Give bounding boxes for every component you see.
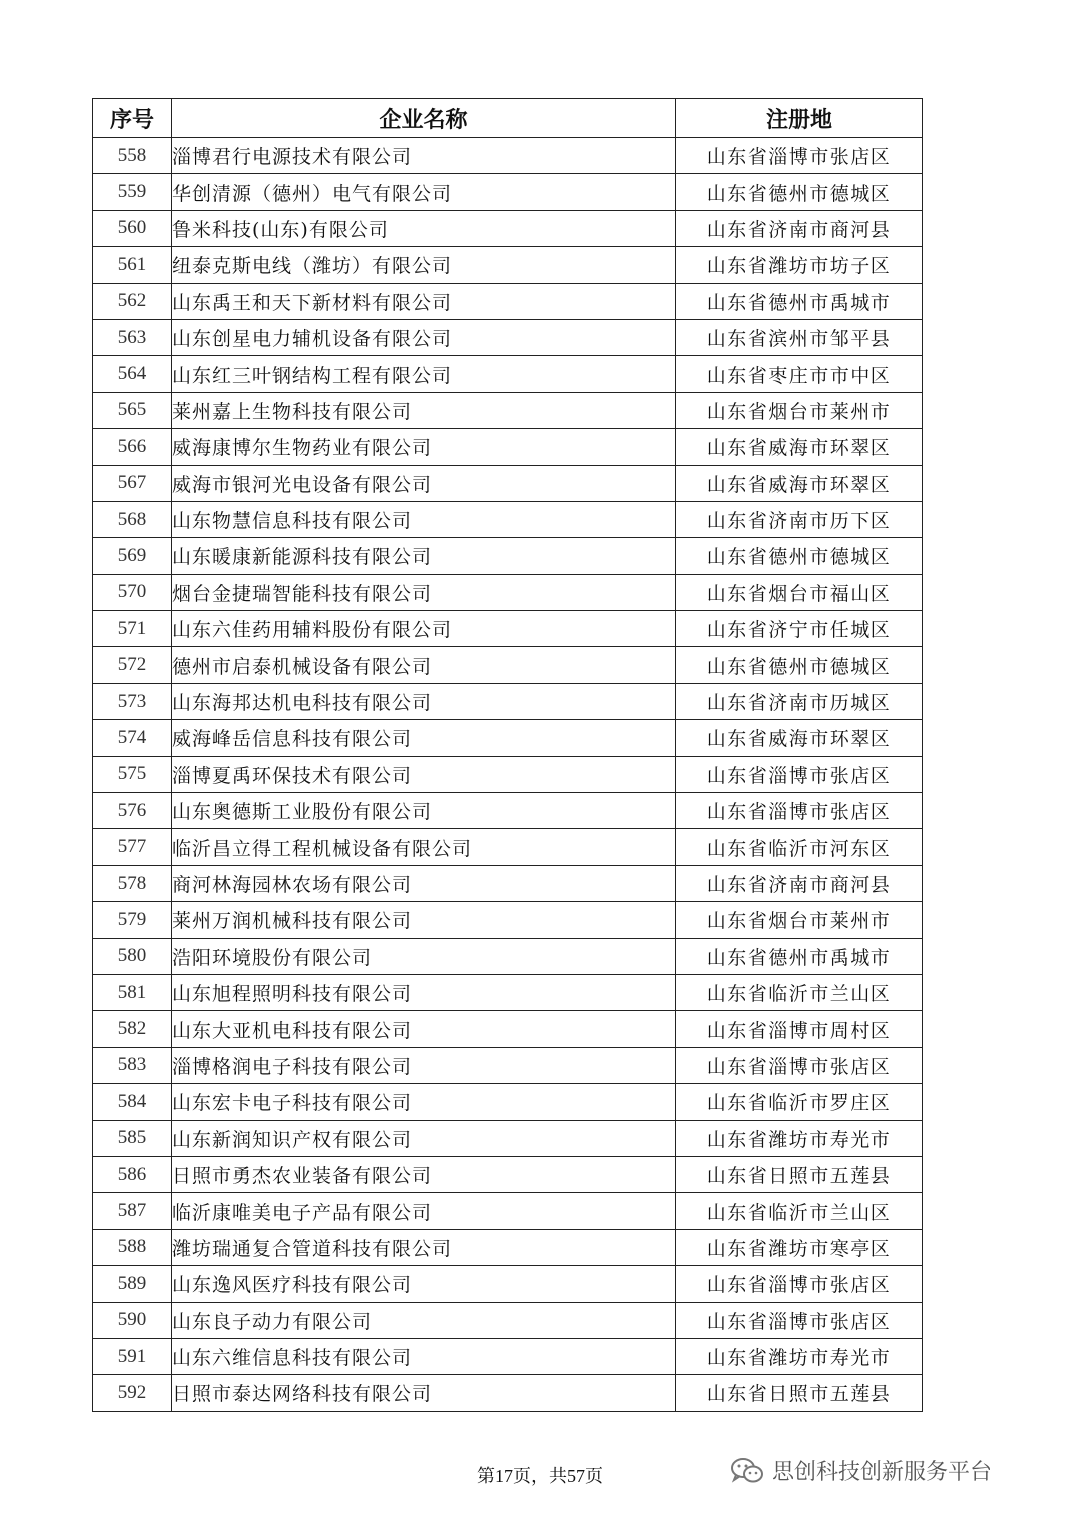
table-row [93, 1156, 923, 1192]
table-row [93, 1193, 923, 1229]
cell-company-name: 威海市银河光电设备有限公司 [172, 465, 676, 501]
cell-company-name: 纽泰克斯电线（潍坊）有限公司 [172, 247, 676, 283]
cell-company-name: 山东旭程照明科技有限公司 [172, 974, 676, 1010]
cell-company-name: 山东红三叶钢结构工程有限公司 [172, 356, 676, 392]
cell-registration-place: 山东省潍坊市坊子区 [676, 247, 923, 283]
cell-registration-place: 山东省枣庄市市中区 [676, 356, 923, 392]
cell-registration-place: 山东省淄博市张店区 [676, 1266, 923, 1302]
cell-serial-number: 590 [93, 1302, 172, 1338]
cell-registration-place: 山东省淄博市张店区 [676, 1047, 923, 1083]
watermark-text: 思创科技创新服务平台 [772, 1460, 993, 1485]
cell-company-name: 威海康博尔生物药业有限公司 [172, 429, 676, 465]
table-row [93, 501, 923, 537]
table-header-row [93, 99, 923, 138]
cell-company-name: 莱州万润机械科技有限公司 [172, 902, 676, 938]
cell-registration-place: 山东省德州市德城区 [676, 538, 923, 574]
cell-registration-place: 山东省日照市五莲县 [676, 1156, 923, 1192]
cell-company-name: 淄博格润电子科技有限公司 [172, 1047, 676, 1083]
cell-company-name: 烟台金捷瑞智能科技有限公司 [172, 574, 676, 610]
cell-serial-number: 568 [93, 501, 172, 537]
cell-serial-number: 563 [93, 319, 172, 355]
cell-company-name: 山东创星电力辅机设备有限公司 [172, 319, 676, 355]
cell-company-name: 莱州嘉上生物科技有限公司 [172, 392, 676, 428]
cell-serial-number: 579 [93, 902, 172, 938]
cell-registration-place: 山东省烟台市福山区 [676, 574, 923, 610]
table-row [93, 429, 923, 465]
table-row [93, 1084, 923, 1120]
cell-serial-number: 566 [93, 429, 172, 465]
cell-registration-place: 山东省淄博市周村区 [676, 1011, 923, 1047]
table-row [93, 611, 923, 647]
cell-registration-place: 山东省济南市商河县 [676, 210, 923, 246]
cell-registration-place: 山东省淄博市张店区 [676, 793, 923, 829]
cell-serial-number: 573 [93, 683, 172, 719]
cell-serial-number: 586 [93, 1156, 172, 1192]
cell-company-name: 德州市启泰机械设备有限公司 [172, 647, 676, 683]
cell-company-name: 山东海邦达机电科技有限公司 [172, 683, 676, 719]
cell-serial-number: 581 [93, 974, 172, 1010]
table-row [93, 829, 923, 865]
table-row [93, 247, 923, 283]
table-row [93, 1338, 923, 1374]
table-row [93, 392, 923, 428]
cell-serial-number: 567 [93, 465, 172, 501]
cell-serial-number: 583 [93, 1047, 172, 1083]
cell-registration-place: 山东省德州市禹城市 [676, 283, 923, 319]
table-row [93, 538, 923, 574]
cell-serial-number: 584 [93, 1084, 172, 1120]
cell-serial-number: 585 [93, 1120, 172, 1156]
table-row [93, 138, 923, 174]
cell-registration-place: 山东省德州市德城区 [676, 174, 923, 210]
cell-serial-number: 592 [93, 1375, 172, 1411]
cell-serial-number: 574 [93, 720, 172, 756]
cell-serial-number: 572 [93, 647, 172, 683]
table-row [93, 210, 923, 246]
cell-registration-place: 山东省德州市禹城市 [676, 938, 923, 974]
cell-company-name: 山东良子动力有限公司 [172, 1302, 676, 1338]
cell-serial-number: 589 [93, 1266, 172, 1302]
table-row [93, 1302, 923, 1338]
table-row [93, 756, 923, 792]
cell-serial-number: 591 [93, 1338, 172, 1374]
cell-company-name: 淄博夏禹环保技术有限公司 [172, 756, 676, 792]
cell-registration-place: 山东省临沂市兰山区 [676, 1193, 923, 1229]
cell-company-name: 华创清源（德州）电气有限公司 [172, 174, 676, 210]
cell-serial-number: 577 [93, 829, 172, 865]
cell-company-name: 威海峰岳信息科技有限公司 [172, 720, 676, 756]
cell-company-name: 临沂昌立得工程机械设备有限公司 [172, 829, 676, 865]
cell-serial-number: 560 [93, 210, 172, 246]
cell-serial-number: 565 [93, 392, 172, 428]
cell-company-name: 山东六维信息科技有限公司 [172, 1338, 676, 1374]
table-row [93, 647, 923, 683]
cell-serial-number: 571 [93, 611, 172, 647]
table-row [93, 1229, 923, 1265]
cell-registration-place: 山东省淄博市张店区 [676, 756, 923, 792]
cell-registration-place: 山东省济南市历下区 [676, 501, 923, 537]
cell-serial-number: 582 [93, 1011, 172, 1047]
cell-registration-place: 山东省济宁市任城区 [676, 611, 923, 647]
cell-registration-place: 山东省日照市五莲县 [676, 1375, 923, 1411]
table-row [93, 683, 923, 719]
cell-serial-number: 578 [93, 865, 172, 901]
table-row [93, 283, 923, 319]
table-row [93, 319, 923, 355]
cell-company-name: 日照市泰达网络科技有限公司 [172, 1375, 676, 1411]
cell-company-name: 山东物慧信息科技有限公司 [172, 501, 676, 537]
cell-registration-place: 山东省威海市环翠区 [676, 429, 923, 465]
table-body [93, 138, 923, 1412]
cell-serial-number: 570 [93, 574, 172, 610]
page-number-text: 第17页，共57页 [477, 1466, 603, 1486]
cell-registration-place: 山东省潍坊市寒亭区 [676, 1229, 923, 1265]
header-serial-number: 序号 [93, 99, 172, 138]
table-row [93, 1375, 923, 1411]
table-row [93, 865, 923, 901]
cell-company-name: 山东禹王和天下新材料有限公司 [172, 283, 676, 319]
cell-serial-number: 562 [93, 283, 172, 319]
cell-serial-number: 569 [93, 538, 172, 574]
cell-registration-place: 山东省威海市环翠区 [676, 465, 923, 501]
wechat-icon [730, 1457, 764, 1485]
cell-registration-place: 山东省威海市环翠区 [676, 720, 923, 756]
cell-company-name: 山东奥德斯工业股份有限公司 [172, 793, 676, 829]
cell-company-name: 鲁米科技(山东)有限公司 [172, 210, 676, 246]
cell-serial-number: 580 [93, 938, 172, 974]
company-table [92, 98, 923, 1412]
cell-registration-place: 山东省淄博市张店区 [676, 138, 923, 174]
table-row [93, 465, 923, 501]
table-row [93, 720, 923, 756]
cell-company-name: 山东宏卡电子科技有限公司 [172, 1084, 676, 1120]
table-row [93, 938, 923, 974]
table-row [93, 974, 923, 1010]
cell-registration-place: 山东省临沂市兰山区 [676, 974, 923, 1010]
header-company-name: 企业名称 [172, 99, 676, 138]
cell-company-name: 淄博君行电源技术有限公司 [172, 138, 676, 174]
cell-company-name: 临沂康唯美电子产品有限公司 [172, 1193, 676, 1229]
cell-registration-place: 山东省潍坊市寿光市 [676, 1338, 923, 1374]
cell-registration-place: 山东省济南市商河县 [676, 865, 923, 901]
cell-company-name: 潍坊瑞通复合管道科技有限公司 [172, 1229, 676, 1265]
cell-registration-place: 山东省淄博市张店区 [676, 1302, 923, 1338]
cell-company-name: 商河林海园林农场有限公司 [172, 865, 676, 901]
cell-company-name: 山东逸风医疗科技有限公司 [172, 1266, 676, 1302]
table-row [93, 574, 923, 610]
cell-serial-number: 576 [93, 793, 172, 829]
cell-company-name: 山东六佳药用辅料股份有限公司 [172, 611, 676, 647]
cell-serial-number: 575 [93, 756, 172, 792]
table-row [93, 1266, 923, 1302]
cell-serial-number: 564 [93, 356, 172, 392]
cell-serial-number: 588 [93, 1229, 172, 1265]
cell-registration-place: 山东省烟台市莱州市 [676, 392, 923, 428]
cell-company-name: 浩阳环境股份有限公司 [172, 938, 676, 974]
table-row [93, 902, 923, 938]
watermark [730, 1455, 992, 1486]
cell-registration-place: 山东省济南市历城区 [676, 683, 923, 719]
table-row [93, 793, 923, 829]
table-row [93, 174, 923, 210]
cell-registration-place: 山东省德州市德城区 [676, 647, 923, 683]
cell-registration-place: 山东省临沂市罗庄区 [676, 1084, 923, 1120]
cell-company-name: 日照市勇杰农业装备有限公司 [172, 1156, 676, 1192]
cell-registration-place: 山东省临沂市河东区 [676, 829, 923, 865]
cell-company-name: 山东大亚机电科技有限公司 [172, 1011, 676, 1047]
cell-serial-number: 559 [93, 174, 172, 210]
cell-registration-place: 山东省滨州市邹平县 [676, 319, 923, 355]
cell-company-name: 山东新润知识产权有限公司 [172, 1120, 676, 1156]
table-row [93, 356, 923, 392]
cell-serial-number: 561 [93, 247, 172, 283]
header-registration-place: 注册地 [676, 99, 923, 138]
table-row [93, 1120, 923, 1156]
cell-serial-number: 587 [93, 1193, 172, 1229]
table-row [93, 1047, 923, 1083]
cell-registration-place: 山东省烟台市莱州市 [676, 902, 923, 938]
cell-company-name: 山东暖康新能源科技有限公司 [172, 538, 676, 574]
table-row [93, 1011, 923, 1047]
cell-serial-number: 558 [93, 138, 172, 174]
cell-registration-place: 山东省潍坊市寿光市 [676, 1120, 923, 1156]
